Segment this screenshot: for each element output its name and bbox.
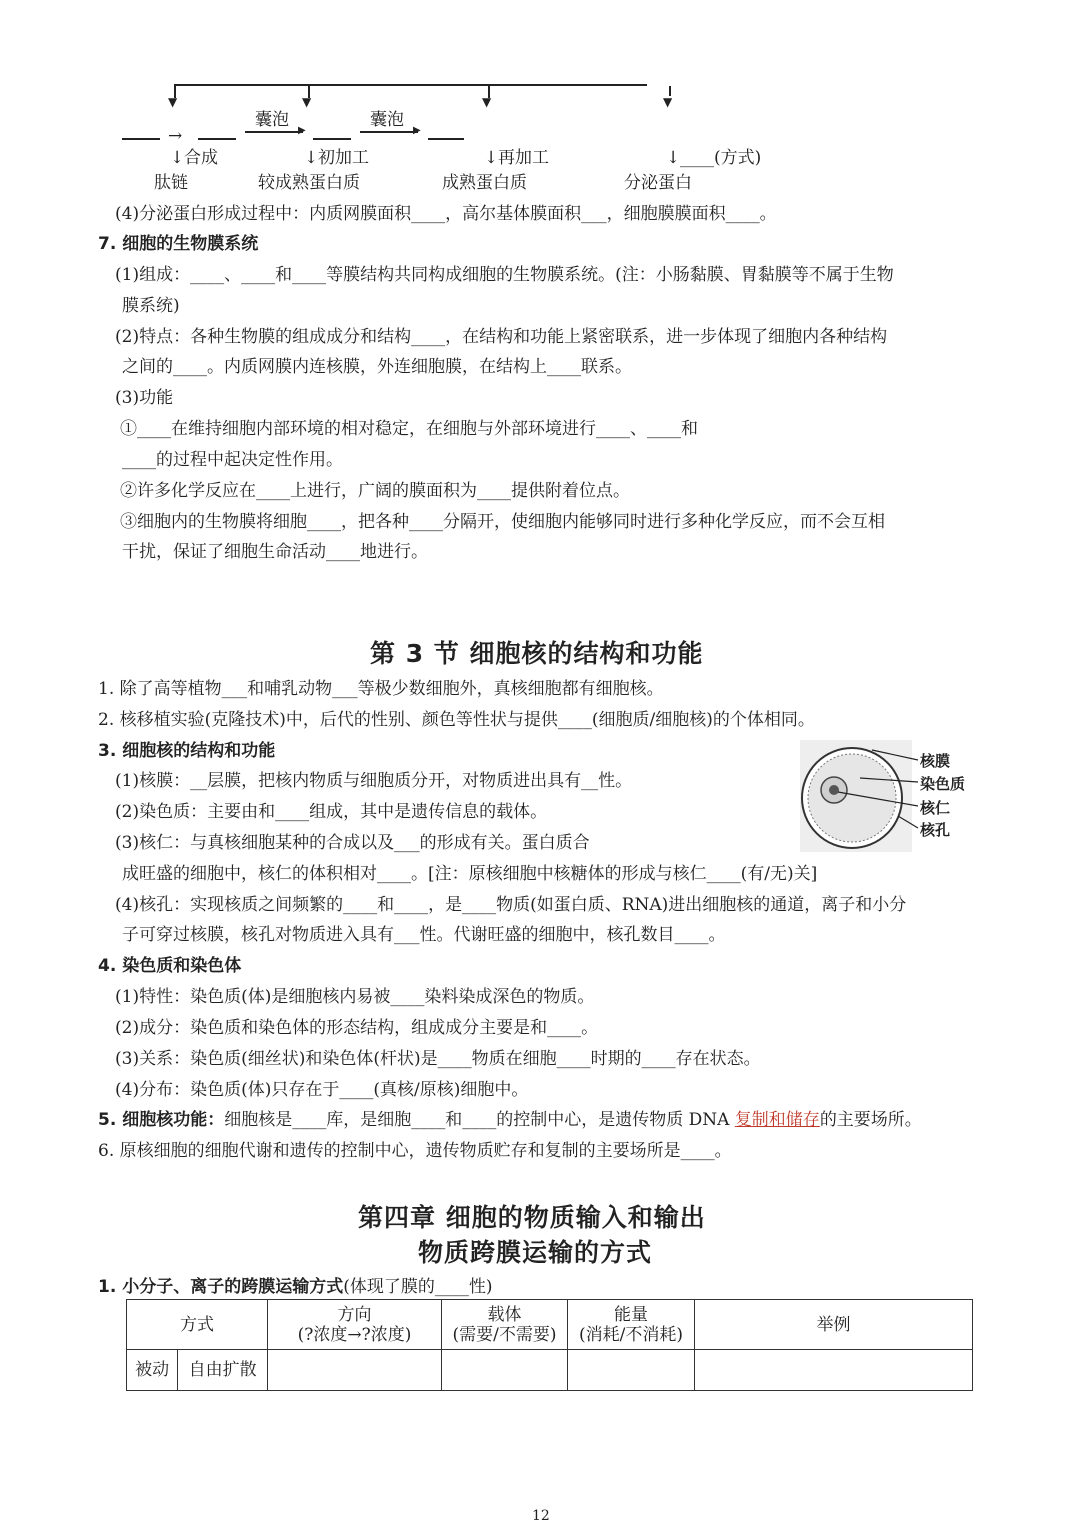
flow-step-4: ____(方式) [680,148,762,168]
diagram-label: 核膜 [920,752,951,770]
paragraph-line: (2)染色质：主要由和____组成，其中是遗传信息的载体。 [115,802,548,822]
table-cell-empty[interactable] [442,1350,568,1391]
flow-bar-end [645,84,647,86]
transport-table [126,1299,973,1391]
down-arrow-icon: ▼ [168,95,178,109]
header-line: (?浓度→?浓度) [297,1324,412,1345]
header-line: 能量 [614,1304,648,1325]
right-arrow-icon: ▶ [298,125,306,136]
inline-text: 细胞核是____库，是细胞____和____的控制中心，是遗传物质 DNA [224,1110,735,1130]
flow-product-4: 分泌蛋白 [624,173,692,193]
table-header-cell [568,1300,695,1350]
paragraph-line: 1. 除了高等植物___和哺乳动物___等极少数细胞外，真核细胞都有细胞核。 [98,679,664,699]
paragraph-line: (4)核孔：实现核质之间频繁的____和____，是____物质(如蛋白质、RNA)进出细胞核的通道，离子和小分 [115,895,907,915]
paragraph-line: (4)分布：染色质(体)只存在于____(真核/原核)细胞中。 [115,1080,529,1100]
flow-product-1: 肽链 [154,173,188,193]
flow-step-1: 合成 [184,148,218,168]
paragraph-line: ③细胞内的生物膜将细胞____，把各种____分隔开，使细胞内能够同时进行多种化学反应，而不会互相 [120,512,885,532]
paragraph-line: (2)成分：染色质和染色体的形态结构，组成成分主要是和____。 [115,1018,599,1038]
flow-top-bar [174,84,646,86]
table-row [127,1350,973,1391]
table-header-cell [442,1300,568,1350]
table-cell-empty[interactable] [568,1350,695,1391]
right-arrow-icon: → [168,126,183,146]
page-number: 12 [532,1508,550,1524]
paragraph-line: (1)核膜：__层膜，把核内物质与细胞质分开，对物质进出具有__性。 [115,771,633,791]
table-header-row [127,1300,973,1350]
down-arrow-icon: ↓ [484,148,499,168]
section-title: 第 3 节 细胞核的结构和功能 [370,639,704,668]
chapter-subtitle: 物质跨膜运输的方式 [418,1238,653,1267]
diagram-label: 染色质 [920,775,966,793]
inline-bold: 1. 小分子、离子的跨膜运输方式 [98,1277,344,1297]
section-heading-7: 7. 细胞的生物膜系统 [98,234,259,254]
paragraph-line [98,1277,492,1297]
diagram-label: 核孔 [920,821,951,839]
paragraph-line: 干扰，保证了细胞生命活动____地进行。 [122,542,428,562]
inline-text: (体现了膜的____性) [343,1277,493,1297]
header-line: (需要/不需要) [452,1324,557,1345]
paragraph-line [98,1110,922,1130]
flow-product-2: 较成熟蛋白质 [258,173,360,193]
blank-line [198,138,236,140]
paragraph-line: 膜系统) [122,296,180,316]
blank-line [122,138,160,140]
paragraph-line: (2)特点：各种生物膜的组成成分和结构____，在结构和功能上紧密联系，进一步体现了细胞内各种结构 [115,327,888,347]
paragraph-line: 2. 核移植实验(克隆技术)中，后代的性别、颜色等性状与提供____(细胞质/细胞核)的个体相同。 [98,710,815,730]
header-line: (消耗/不消耗) [579,1324,683,1345]
blank-line [313,138,351,140]
vesicle-label-1: 囊泡 [255,110,289,130]
paragraph-line: ____的过程中起决定性作用。 [122,450,343,470]
inline-text: 的主要场所。 [819,1110,922,1130]
sub-heading: 3. 细胞核的结构和功能 [98,741,276,761]
table-cell: 自由扩散 [178,1350,268,1391]
paragraph-line: (1)特性：染色质(体)是细胞核内易被____染料染成深色的物质。 [115,987,595,1007]
table-cell-empty[interactable] [268,1350,442,1391]
table-header-cell [268,1300,442,1350]
down-arrow-icon: ▼ [482,95,492,109]
paragraph-line: 6. 原核细胞的细胞代谢和遗传的控制中心，遗传物质贮存和复制的主要场所是____。 [98,1141,732,1161]
header-line: 方向 [337,1304,372,1325]
paragraph-line: 之间的____。内质网膜内连核膜，外连细胞膜，在结构上____联系。 [122,357,632,377]
flow-step-2: 初加工 [318,148,369,168]
flow-step-3: 再加工 [498,148,549,168]
blank-line [428,138,464,140]
sub-heading: 4. 染色质和染色体 [98,956,242,976]
down-arrow-icon: ↓ [666,148,681,168]
header-line: 载体 [487,1304,522,1325]
paragraph-line: (1)组成：____、____和____等膜结构共同构成细胞的生物膜系统。(注：小肠黏膜、胃黏膜等不属于生物 [115,265,894,285]
paragraph-line: (3)功能 [115,388,174,408]
paragraph-line: (3)核仁：与真核细胞某种的合成以及___的形成有关。蛋白质合 [115,833,590,853]
down-arrow-icon: ▼ [302,95,312,109]
down-arrow-icon: ↓ [304,148,319,168]
paragraph-line: ①____在维持细胞内部环境的相对稳定，在细胞与外部环境进行____、____和 [120,419,698,439]
diagram-label: 核仁 [920,799,951,817]
highlight-text: 复制和储存 [734,1110,820,1130]
question-4-text: (4)分泌蛋白形成过程中：内质网膜面积____，高尔基体膜面积___，细胞膜膜面积____。 [115,204,777,224]
nucleolus-core [829,785,839,795]
right-arrow-icon: ▶ [413,125,421,136]
paragraph-line: (3)关系：染色质(细丝状)和染色体(杆状)是____物质在细胞____时期的____存在状态。 [115,1049,761,1069]
table-cell: 被动 [127,1350,178,1391]
paragraph-line: 子可穿过核膜，核孔对物质进入具有___性。代谢旺盛的细胞中，核孔数目____。 [122,925,726,945]
vesicle-label-2: 囊泡 [370,110,404,130]
vesicle-arrow-1 [245,131,303,133]
paragraph-line: ②许多化学反应在____上进行，广阔的膜面积为____提供附着位点。 [120,481,630,501]
table-header-cell: 举例 [695,1300,973,1350]
down-arrow-icon: ↓ [170,148,185,168]
table-cell-empty[interactable] [695,1350,973,1391]
table-header-cell: 方式 [127,1300,268,1350]
nucleus-diagram [800,740,972,852]
down-arrow-icon: ▼ [663,95,673,109]
chromatin-area [808,754,896,842]
vesicle-arrow-2 [360,131,418,133]
flow-product-3: 成熟蛋白质 [442,173,527,193]
inline-bold: 5. 细胞核功能： [98,1110,225,1130]
paragraph-line: 成旺盛的细胞中，核仁的体积相对____。[注：原核细胞中核糖体的形成与核仁____(有/无)关] [122,864,818,884]
chapter-title: 第四章 细胞的物质输入和输出 [358,1203,706,1232]
